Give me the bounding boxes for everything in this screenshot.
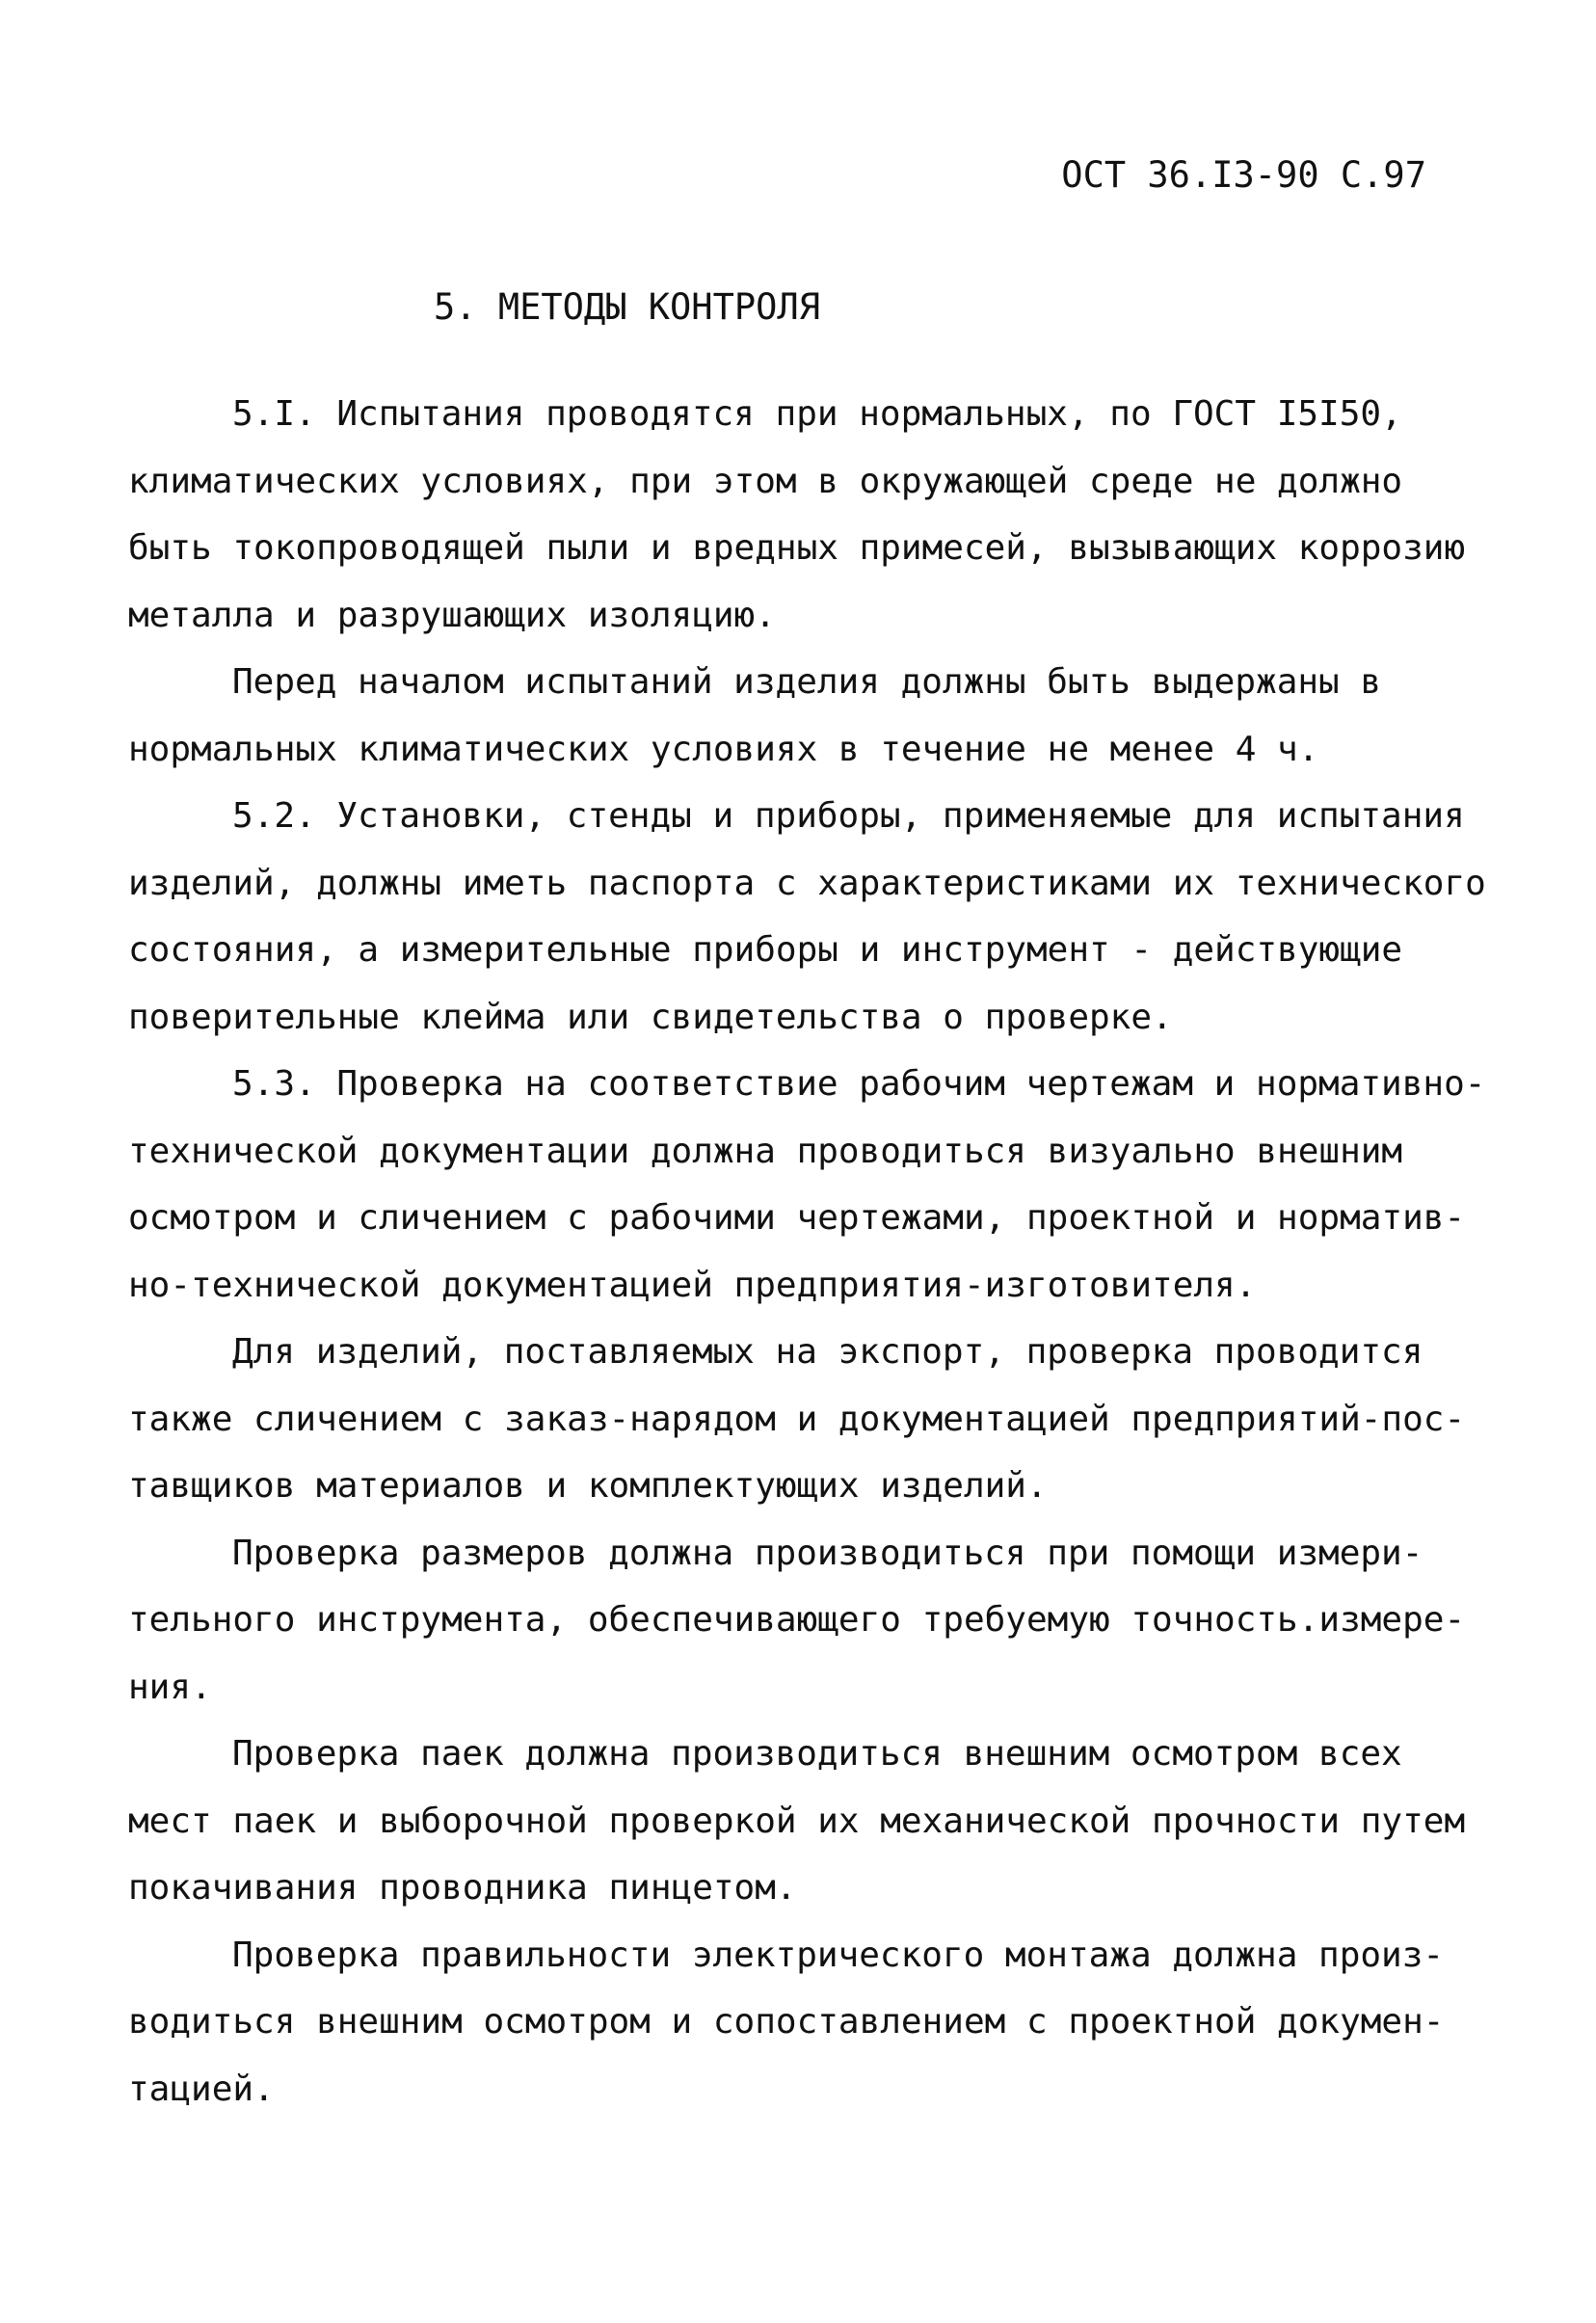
- text-line: ния.: [128, 1667, 212, 1707]
- text-line: технической документации должна проводиться визуально внешним: [128, 1131, 1403, 1171]
- text-line: Проверка паек должна производиться внешним осмотром всех: [232, 1734, 1402, 1774]
- section-title: 5. МЕТОДЫ КОНТРОЛЯ: [434, 286, 820, 328]
- text-line: поверительные клейма или свидетельства о проверке.: [128, 997, 1173, 1037]
- text-line: 5.I. Испытания проводятся при нормальных, по ГОСТ I5I50,: [232, 394, 1402, 434]
- paragraph-conditioning: [128, 649, 1458, 783]
- section-body: [128, 381, 1486, 2123]
- document-reference-header: ОСТ 36.I3-90 С.97: [1061, 154, 1426, 196]
- paragraph-5-2: [128, 783, 1486, 1051]
- text-line: мест паек и выборочной проверкой их механической прочности путем: [128, 1801, 1466, 1841]
- text-line: состояния, а измерительные приборы и инструмент - действующие: [128, 930, 1403, 970]
- text-line: Перед началом испытаний изделия должны быть выдержаны в: [232, 662, 1382, 702]
- paragraph-soldering: [128, 1721, 1466, 1922]
- text-line: но-технической документацией предприятия-изготовителя.: [128, 1265, 1257, 1305]
- text-line: металла и разрушающих изоляцию.: [128, 595, 776, 635]
- text-line: водиться внешним осмотром и сопоставлением с проектной докумен-: [128, 2002, 1445, 2042]
- text-line: Проверка правильности электрического монтажа должна произ-: [232, 1935, 1445, 1975]
- text-line: Для изделий, поставляемых на экспорт, проверка проводится: [232, 1332, 1423, 1372]
- text-line: изделий, должны иметь паспорта с характеристиками их технического: [128, 863, 1486, 903]
- paragraph-5-3: [128, 1051, 1486, 1319]
- text-line: Проверка размеров должна производиться при помощи измери-: [232, 1533, 1423, 1573]
- text-line: климатических условиях, при этом в окружающей среде не должно: [128, 461, 1403, 501]
- text-line: 5.2. Установки, стенды и приборы, применяемые для испытания: [232, 796, 1465, 836]
- text-line: тавщиков материалов и комплектующих изделий.: [128, 1466, 1048, 1506]
- paragraph-wiring: [128, 1922, 1458, 2123]
- text-line: 5.3. Проверка на соответствие рабочим чертежам и нормативно-: [232, 1064, 1486, 1104]
- paragraph-5-1: [128, 381, 1466, 649]
- text-line: тацией.: [128, 2069, 275, 2109]
- text-line: осмотром и сличением с рабочими чертежами, проектной и норматив-: [128, 1198, 1466, 1238]
- text-line: покачивания проводника пинцетом.: [128, 1868, 797, 1908]
- text-line: также сличением с заказ-нарядом и документацией предприятий-пос-: [128, 1399, 1466, 1439]
- paragraph-dimensions: [128, 1520, 1466, 1722]
- text-line: тельного инструмента, обеспечивающего требуемую точность.измере-: [128, 1600, 1466, 1640]
- text-line: быть токопроводящей пыли и вредных примесей, вызывающих коррозию: [128, 528, 1466, 568]
- paragraph-export: [128, 1319, 1466, 1520]
- text-line: нормальных климатических условиях в течение не менее 4 ч.: [128, 729, 1319, 769]
